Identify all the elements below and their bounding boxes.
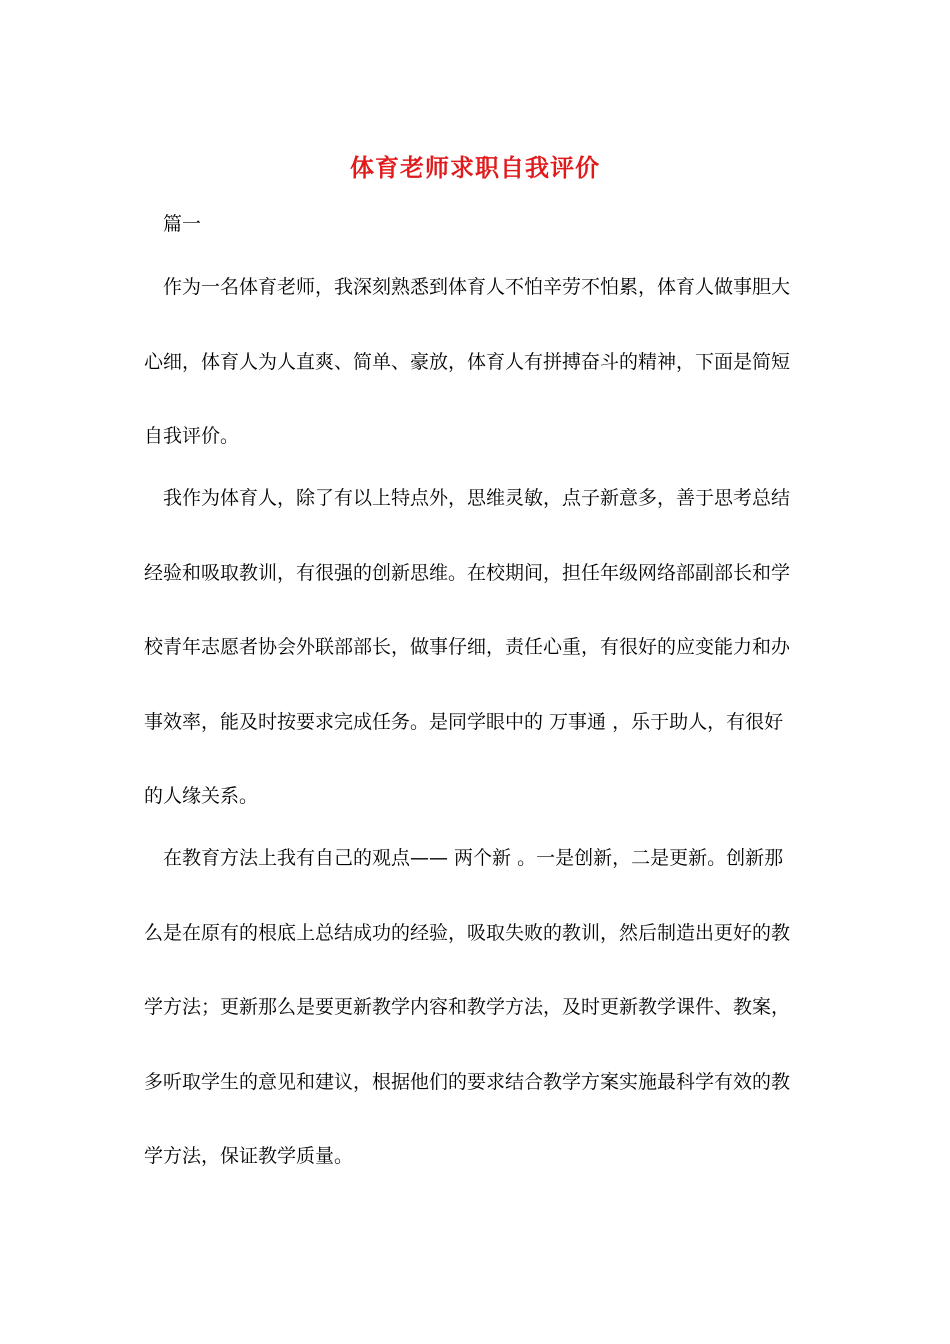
document-title: 体育老师求职自我评价 [350, 153, 600, 182]
paragraph-line: 心细，体育人为人直爽、简单、豪放，体育人有拼搏奋斗的精神，下面是简短 [144, 350, 791, 373]
paragraph-line: 多听取学生的意见和建议，根据他们的要求结合教学方案实施最科学有效的教 [144, 1070, 791, 1093]
paragraph-line: 自我评价。 [144, 425, 240, 447]
paragraph-line: 么是在原有的根底上总结成功的经验，吸取失败的教训，然后制造出更好的教 [144, 921, 791, 944]
paragraph-1 [144, 250, 806, 474]
paragraph-line: 的人缘关系。 [144, 785, 259, 807]
paragraph-2 [144, 461, 806, 834]
paragraph-line: 作为一名体育老师，我深刻熟悉到体育人不怕辛劳不怕累，体育人做事胆大 [163, 276, 791, 298]
paragraph-line: 在教育方法上我有自己的观点—— 两个新 。一是创新，二是更新。创新那 [163, 847, 784, 869]
paragraph-line: 校青年志愿者协会外联部部长，做事仔细，责任心重，有很好的应变能力和办 [144, 636, 791, 658]
paragraph-line: 我作为体育人，除了有以上特点外，思维灵敏，点子新意多，善于思考总结 [163, 487, 791, 509]
section-label: 篇一 [163, 213, 202, 235]
paragraph-line: 学方法；更新那么是要更新教学内容和教学方法，及时更新教学课件、教案， [144, 996, 791, 1018]
paragraph-line: 经验和吸取教训，有很强的创新思维。在校期间，担任年级网络部副部长和学 [144, 561, 791, 584]
paragraph-3 [144, 821, 806, 1194]
paragraph-line: 学方法，保证教学质量。 [144, 1145, 354, 1167]
paragraph-line: 事效率，能及时按要求完成任务。是同学眼中的 万事通 ，乐于助人，有很好 [144, 710, 784, 733]
